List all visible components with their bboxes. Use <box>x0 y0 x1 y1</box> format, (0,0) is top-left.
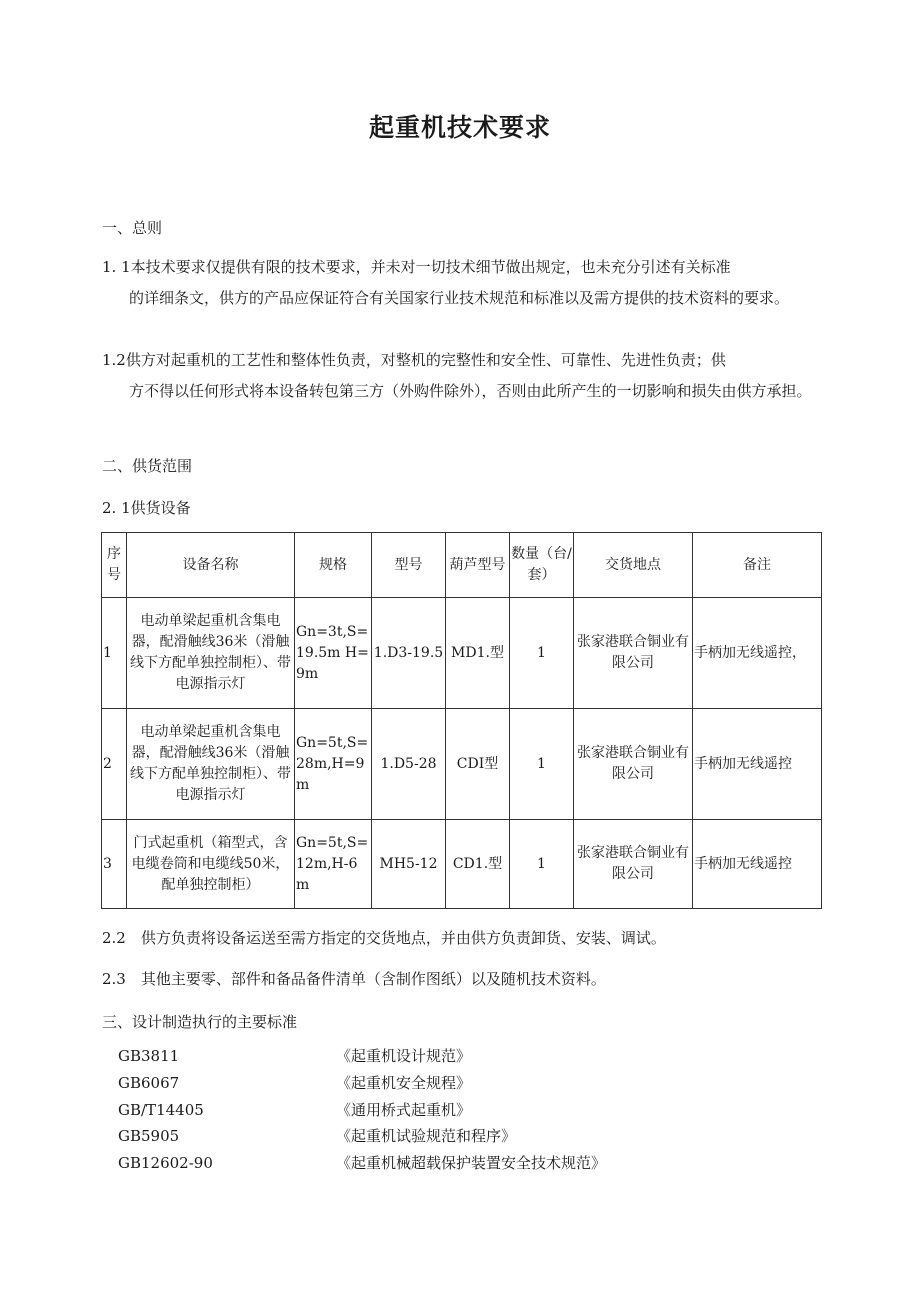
table-cell: 2 <box>102 709 127 820</box>
table-cell: 1.D3-19.5 <box>372 598 446 709</box>
table-row <box>102 820 822 909</box>
table-header-cell: 备注 <box>693 533 822 598</box>
standard-row <box>118 1073 471 1093</box>
standard-code: GB/T14405 <box>118 1101 204 1119</box>
table-header-cell: 葫芦型号 <box>446 533 510 598</box>
standard-code: GB5905 <box>118 1127 180 1145</box>
table-cell: MH5-12 <box>372 820 446 909</box>
table-cell: 手柄加无线遥控 <box>693 709 822 820</box>
standard-name: 《起重机试验规范和程序》 <box>336 1127 517 1145</box>
paragraph-2-2: 2.2 供方负责将设备运送至需方指定的交货地点，并由供方负责卸货、安装、调试。 <box>102 929 666 947</box>
section-1-heading: 一、总则 <box>102 219 163 237</box>
standard-name: 《起重机设计规范》 <box>336 1047 472 1065</box>
paragraph-1-1 <box>102 252 822 314</box>
paragraph-1-2-rest: 方不得以任何形式将本设备转包第三方（外购件除外），否则由此所产生的一切影响和损失由供方承担。 <box>129 382 812 400</box>
table-cell: 1 <box>510 820 574 909</box>
table-cell: Gn=5t,S=12m,H-6m <box>295 820 372 909</box>
table-row <box>102 598 822 709</box>
paragraph-1-2-first-line: 1.2供方对起重机的工艺性和整体性负责，对整机的完整性和安全性、可靠性、先进性负责；供 <box>102 351 726 369</box>
table-cell: 张家港联合铜业有限公司 <box>574 598 693 709</box>
table-header-cell: 交货地点 <box>574 533 693 598</box>
standard-name: 《起重机械超载保护装置安全技术规范》 <box>336 1154 607 1172</box>
table-cell: MD1.型 <box>446 598 510 709</box>
paragraph-1-1-first-line: 1. 1本技术要求仅提供有限的技术要求，并未对一切技术细节做出规定，也未充分引述有关标准 <box>102 258 731 276</box>
table-header-cell: 设备名称 <box>127 533 295 598</box>
table-cell: 电动单梁起重机含集电器，配滑触线36米（滑触线下方配单独控制柜）、带电源指示灯 <box>127 709 295 820</box>
table-header-cell: 型号 <box>372 533 446 598</box>
table-cell: 门式起重机（箱型式，含电缆卷筒和电缆线50米，配单独控制柜） <box>127 820 295 909</box>
standard-row <box>118 1126 516 1146</box>
paragraph-1-1-rest: 的详细条文，供方的产品应保证符合有关国家行业技术规范和标准以及需方提供的技术资料的要求。 <box>129 289 790 307</box>
table-cell: 手柄加无线遥控 <box>693 820 822 909</box>
page-title: 起重机技术要求 <box>368 113 551 142</box>
standard-code: GB6067 <box>118 1074 180 1092</box>
table-cell: Gn=3t,S=19.5m H=9m <box>295 598 372 709</box>
table-cell: 3 <box>102 820 127 909</box>
table-header-row <box>102 533 822 598</box>
table-cell: 手柄加无线遥控， <box>693 598 822 709</box>
standard-name: 《起重机安全规程》 <box>336 1074 472 1092</box>
table-header-cell: 规格 <box>295 533 372 598</box>
table-cell: CD1.型 <box>446 820 510 909</box>
paragraph-1-2 <box>102 345 822 407</box>
table-cell: 张家港联合铜业有限公司 <box>574 709 693 820</box>
table-cell: 1 <box>510 709 574 820</box>
standard-row <box>118 1153 606 1173</box>
table-cell: CDI型 <box>446 709 510 820</box>
table-row <box>102 709 822 820</box>
section-2-1-heading: 2. 1供货设备 <box>102 499 191 517</box>
table-cell: 电动单梁起重机含集电器，配滑触线36米（滑触线下方配单独控制柜）、带电源指示灯 <box>127 598 295 709</box>
table-cell: 1 <box>102 598 127 709</box>
standard-row <box>118 1046 471 1066</box>
standard-code: GB12602-90 <box>118 1154 213 1172</box>
standard-name: 《通用桥式起重机》 <box>336 1101 472 1119</box>
table-header-cell: 序号 <box>102 533 127 598</box>
section-2-heading: 二、供货范围 <box>102 457 193 475</box>
standard-row <box>118 1100 471 1120</box>
table-header-cell: 数量（台/套） <box>510 533 574 598</box>
equipment-table <box>101 532 822 909</box>
table-cell: 1 <box>510 598 574 709</box>
table-cell: Gn=5t,S=28m,H=9m <box>295 709 372 820</box>
standard-code: GB3811 <box>118 1047 180 1065</box>
section-3-heading: 三、设计制造执行的主要标准 <box>102 1013 298 1031</box>
table-cell: 1.D5-28 <box>372 709 446 820</box>
paragraph-2-3: 2.3 其他主要零、部件和备品备件清单（含制作图纸）以及随机技术资料。 <box>102 970 606 988</box>
table-cell: 张家港联合铜业有限公司 <box>574 820 693 909</box>
